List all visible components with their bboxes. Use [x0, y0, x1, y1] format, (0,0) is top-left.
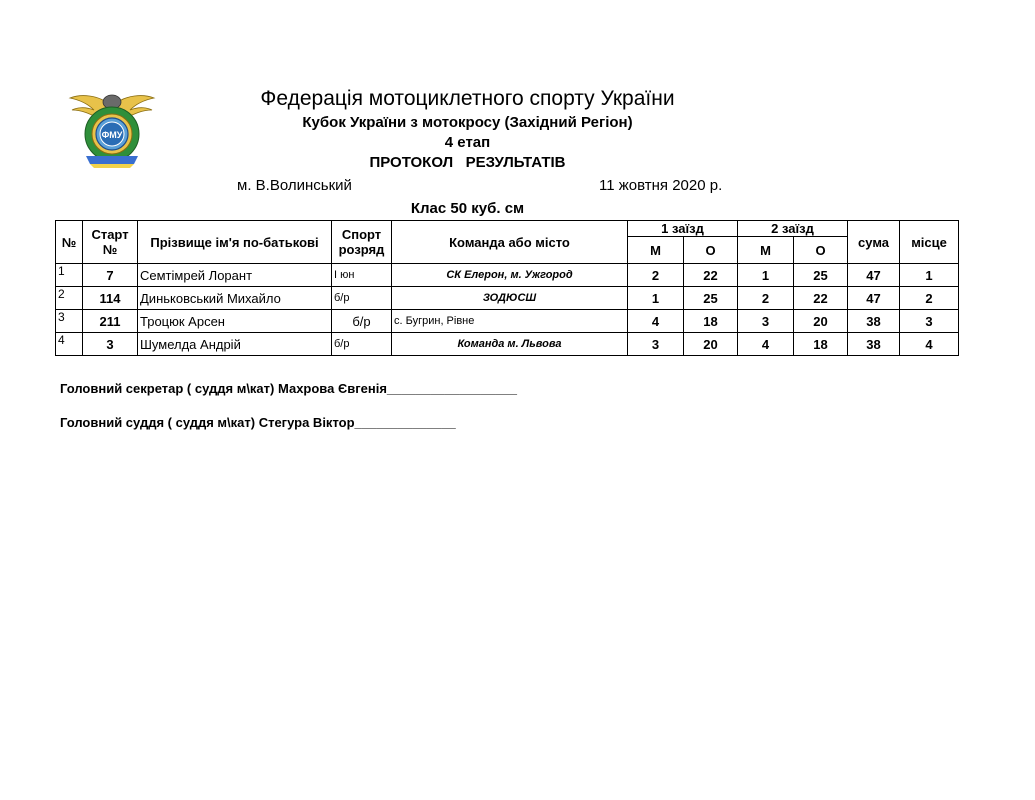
cell-name: Шумелда Андрій	[138, 333, 332, 356]
header-race2-m: М	[738, 237, 794, 264]
header-place: місце	[900, 221, 959, 264]
event-date: 11 жовтня 2020 р.	[599, 177, 723, 194]
page-title: Федерація мотоциклетного спорту України	[260, 87, 675, 110]
header-no: №	[56, 221, 83, 264]
header-team: Команда або місто	[392, 221, 628, 264]
cell-name: Диньковський Михайло	[138, 287, 332, 310]
cell-team: с. Бугрин, Рівне	[392, 310, 628, 333]
cell-r1m: 2	[628, 264, 684, 287]
cell-name: Троцюк Арсен	[138, 310, 332, 333]
header-start-line2: №	[102, 242, 118, 257]
table-header-row	[56, 221, 959, 237]
cell-name: Семтімрей Лорант	[138, 264, 332, 287]
header-race2: 2 заїзд	[738, 221, 848, 237]
header-race1: 1 заїзд	[628, 221, 738, 237]
cell-no: 1	[56, 264, 83, 287]
judge-signature: Головний суддя ( суддя м\кат) Стегура Віктор______________	[60, 415, 456, 430]
cell-rank: І юн	[332, 264, 392, 287]
cell-team: Команда м. Львова	[392, 333, 628, 356]
cell-r2o: 22	[794, 287, 848, 310]
cell-place: 1	[900, 264, 959, 287]
cell-r2o: 18	[794, 333, 848, 356]
cell-sum: 47	[848, 287, 900, 310]
cell-r2o: 25	[794, 264, 848, 287]
cell-team: СК Елерон, м. Ужгород	[392, 264, 628, 287]
header-start	[83, 221, 138, 264]
header-race1-m: М	[628, 237, 684, 264]
cell-sum: 47	[848, 264, 900, 287]
header-rank-line2: розряд	[338, 242, 385, 257]
cell-rank: б/р	[332, 310, 392, 333]
protocol-heading: ПРОТОКОЛ РЕЗУЛЬТАТІВ	[369, 154, 566, 171]
cell-r1o: 20	[684, 333, 738, 356]
results-table	[55, 220, 959, 356]
header-sum: сума	[848, 221, 900, 264]
cell-no: 4	[56, 333, 83, 356]
table-row	[56, 333, 959, 356]
cell-r2o: 20	[794, 310, 848, 333]
cell-r1o: 22	[684, 264, 738, 287]
event-subtitle: Кубок України з мотокросу (Західний Регіон)	[302, 114, 633, 131]
cell-team: ЗОДЮСШ	[392, 287, 628, 310]
cell-r2m: 2	[738, 287, 794, 310]
cell-sum: 38	[848, 333, 900, 356]
secretary-signature: Головний секретар ( суддя м\кат) Махрова Євгенія__________________	[60, 381, 518, 396]
header-rank	[332, 221, 392, 264]
event-city: м. В.Волинський	[237, 177, 352, 194]
cell-sum: 38	[848, 310, 900, 333]
cell-r2m: 3	[738, 310, 794, 333]
cell-r1o: 25	[684, 287, 738, 310]
header-rank-line1: Спорт	[341, 227, 382, 242]
table-row	[56, 310, 959, 333]
header-race1-o: О	[684, 237, 738, 264]
cell-no: 2	[56, 287, 83, 310]
class-label: Клас 50 куб. см	[410, 200, 525, 217]
cell-r1o: 18	[684, 310, 738, 333]
cell-r2m: 1	[738, 264, 794, 287]
event-stage: 4 етап	[444, 134, 491, 151]
table-row	[56, 287, 959, 310]
cell-start: 211	[83, 310, 138, 333]
cell-place: 4	[900, 333, 959, 356]
table-row	[56, 264, 959, 287]
header-start-line1: Старт	[91, 227, 129, 242]
cell-start: 3	[83, 333, 138, 356]
cell-start: 7	[83, 264, 138, 287]
cell-place: 3	[900, 310, 959, 333]
logo-text: ФМУ	[101, 130, 123, 140]
cell-r1m: 3	[628, 333, 684, 356]
cell-no: 3	[56, 310, 83, 333]
cell-r1m: 1	[628, 287, 684, 310]
header-name: Прізвище ім'я по-батькові	[138, 221, 332, 264]
header-race2-o: О	[794, 237, 848, 264]
cell-start: 114	[83, 287, 138, 310]
cell-r1m: 4	[628, 310, 684, 333]
cell-rank: б/р	[332, 333, 392, 356]
cell-r2m: 4	[738, 333, 794, 356]
cell-place: 2	[900, 287, 959, 310]
cell-rank: б/р	[332, 287, 392, 310]
